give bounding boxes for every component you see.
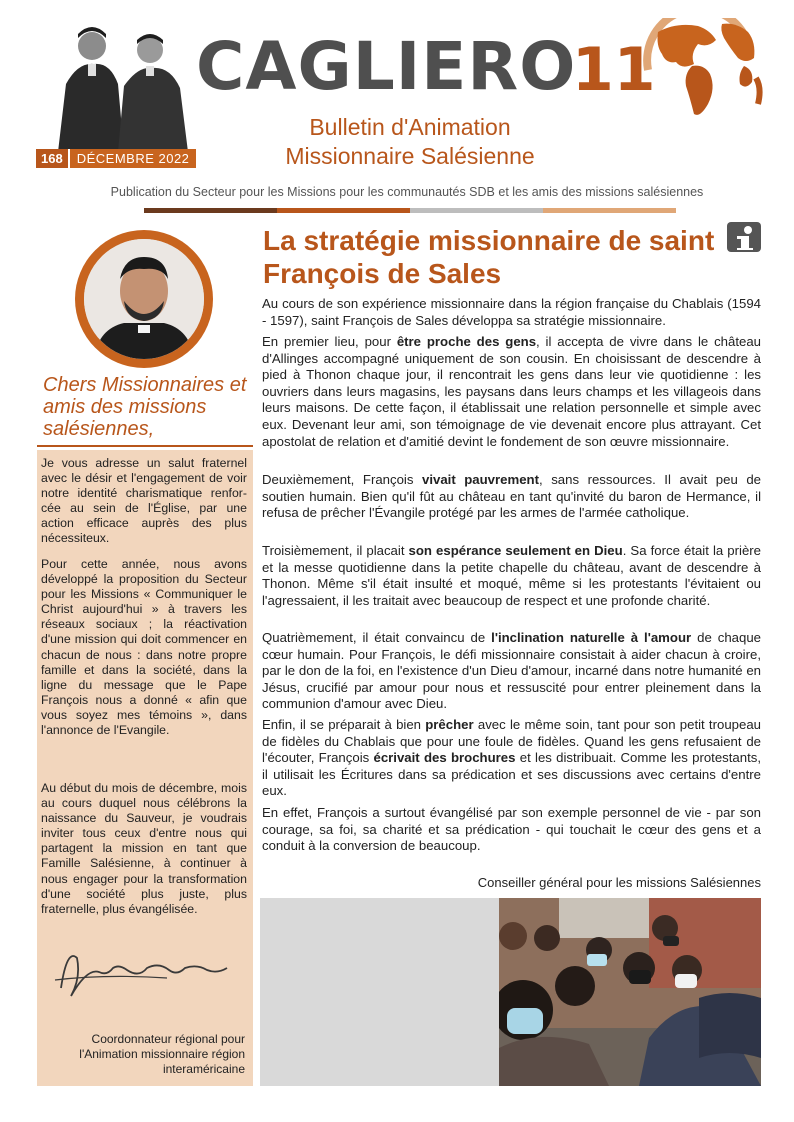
- author-portrait: [84, 239, 204, 359]
- article-paragraph: Enfin, il se préparait à bien prêcher avec le même soin, tant pour son petit troupeau de fidèles du Chablais que pour une foule de fidèles. Quand les gens refusaient de l'écouter, François écrivait des brochures et les distribuait. Comme les protestants, il utilisait les Écritures dans sa prédication et ses discussions avec certains d'entre eux.: [262, 717, 762, 799]
- subtitle-line-2: Missionnaire Salésienne: [285, 143, 535, 169]
- emphasis: écrivait des brochures: [373, 750, 516, 766]
- issue-date: DÉCEMBRE 2022: [68, 149, 197, 168]
- emphasis: l'inclination naturelle à l'amour: [491, 630, 692, 645]
- editorial-sidebar: [37, 228, 253, 1086]
- signature: [47, 938, 237, 1004]
- article-paragraph: Quatrièmement, il était convaincu de l'inclination naturelle à l'amour de chaque cœur humain. Pour François, le défi missionnaire consistait à aider chacun à croire, par le don de la foi, en l'existence d'un Dieu d'amour, incarné dans notre humanité en Jésus, crucifié par amour pour nous et ressuscité pour entrer pleinement dans la communion d'amour avec Dieu.: [262, 630, 761, 712]
- article-paragraph: Au cours de son expérience missionnaire dans la région française du Chablais (1594 - 1597), saint François de Sales développa sa stratégie missionnaire.: [262, 296, 761, 328]
- globe-icon: [636, 18, 766, 122]
- article-paragraph: Deuxièmement, François vivait pauvrement, sans ressources. Il avait peu de soutien humain. Bien qu'il fût au château en tant qu'invité du baron de Hermance, il refusa de prêcher l'Évangile protégé par les armes de l'armée catholique.: [262, 472, 761, 521]
- sidebar-paragraph: Je vous adresse un salut fraternel avec le désir et l'engagement de voir notre identité charismatique renfor-cée au sein de l'Église, par une action efficace auprès des plus nécessiteux.: [41, 456, 247, 546]
- sidebar-paragraph: Pour cette année, nous avons développé la proposition du Secteur pour les Missions « Communiquer le Christ aujourd'hui » à travers les réseaux sociaux ; la réactivation d'une mission qui doit commencer en chacun de nous : dans notre propre famille et dans la société, dans la ligne du message que le Pape François nous a donné « afin que vous soyez mes témoins », dans l'annonce de l'Evangile.: [41, 557, 247, 738]
- greeting: Chers Missionnaires et amis des missions salésiennes,: [43, 374, 247, 440]
- sidebar-paragraph: Au début du mois de décembre, mois au cours duquel nous célébrons la naissance du Sauveur, je voudrais inviter tous ceux d'entre nous qui partagent la mission en tant que Famille Salésienne, à continuer à nous engager pour la transformation d'une société plus juste, plus fraternelle, plus évangélisée.: [41, 781, 247, 916]
- article-paragraph: Troisièmement, il placait son espérance seulement en Dieu. Sa force était la prière et la messe quotidienne dans la petite chapelle du château, avant de descendre à Thonon. Même s'il était insulté et moqué, même si les protestants l'évitaient ou l'agressaient, il les traitait avec beaucoup de respect et une profonde charité.: [262, 543, 762, 608]
- emphasis: être proche des gens: [396, 334, 537, 349]
- issue-number: 168: [36, 149, 68, 168]
- publication-line: Publication du Secteur pour les Missions pour les communautés SDB et les amis des missions salésiennes: [110, 185, 704, 199]
- sign-off: Conseiller général pour les missions Salésiennes: [477, 875, 761, 890]
- issue-bar: [36, 149, 196, 168]
- emphasis: son espérance seulement en Dieu: [408, 543, 623, 558]
- info-icon: [727, 222, 761, 252]
- article-paragraph: En effet, François a surtout évangélisé par son exemple personnel de vie - par son courage, sa foi, sa charité et sa prédication - qui touchait le cœur des gens et a conduit à la conversion de beaucoup.: [262, 805, 761, 854]
- priests-photo: [48, 14, 196, 152]
- photo-placeholder: [260, 898, 499, 1086]
- masthead-title: CAGLIERO: [196, 28, 577, 105]
- subtitle-line-1: Bulletin d'Animation: [309, 114, 511, 140]
- group-photo: [499, 898, 761, 1086]
- article-title: La stratégie missionnaire de saint François de Sales: [263, 225, 715, 289]
- coordinator-title: Coordonnateur régional pour l'Animation missionnaire région interaméricaine: [79, 1032, 245, 1076]
- greeting-divider: [37, 445, 253, 447]
- emphasis: prêcher: [425, 717, 474, 732]
- sidebar-top: [37, 228, 253, 450]
- masthead-number: 11: [572, 35, 656, 105]
- emphasis: vivait pauvrement: [421, 472, 539, 487]
- color-rule: [144, 208, 676, 213]
- article-paragraph: En premier lieu, pour être proche des gens, il accepta de vivre dans le château d'Allinges accompagné uniquement de son cousin. En choisissant de descendre à pied à Thonon chaque jour, il rencontrait les gens dans leur vie quotidienne : les ouvriers dans leurs magasins, les paysans dans leurs champs et les villageois dans leurs maisons. De cette façon, il établissait une relation personnelle et simple avec eux. Devenant leur ami, son témoignage de vie devenait encore plus attrayant. Cet apostolat de relation et d'amitié devint le fondement de son œuvre missionnaire.: [262, 334, 762, 449]
